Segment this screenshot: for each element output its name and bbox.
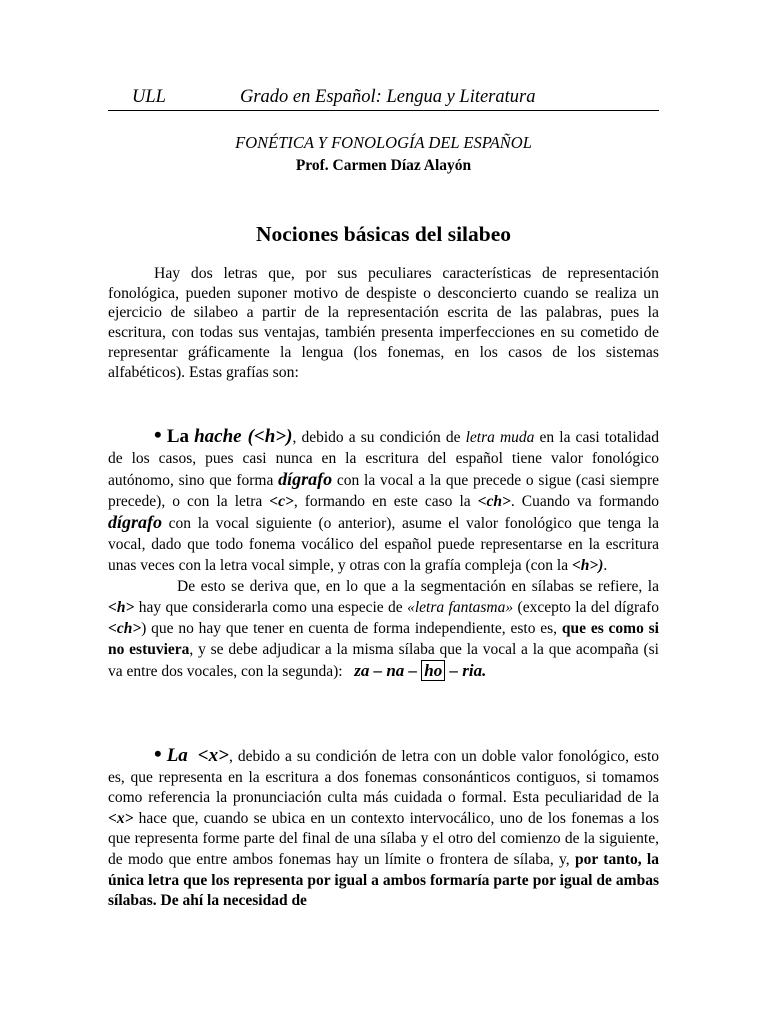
example-word — [354, 660, 486, 681]
derive-text: hay que considerarla como una especie de — [134, 599, 408, 616]
derive-text: (excepto la del dígrafo — [513, 599, 659, 616]
hache-h: <h>) — [571, 557, 604, 574]
hache-text: con la vocal siguiente (o anterior), asume el valor fonológico que tenga la vocal, dado que todo fonema vocálico del español puede representarse en la escritura unas veces con la letra vocal simple, y otras con la grafía compleja (con la — [108, 515, 659, 574]
hache-text: , formando en este caso la — [293, 493, 478, 510]
intro-text: Hay dos letras que, por sus peculiares características de representación fonológica, pueden suponer motivo de despiste o desconcierto cuando se realiza un ejercicio de silabeo a partir de la representación escrita de las palabras, pues la escritura, con todas sus ventajas, también presenta imperfecciones en su cometido de representar gráficamente la lengua (los fonemas, en los casos de los sistemas alfabéticos). Estas grafías son: — [108, 265, 659, 381]
hache-text: , debido a su condición de — [292, 429, 466, 446]
equis-la: La — [166, 745, 188, 766]
hache-text: . Cuando va formando — [510, 493, 659, 510]
hache-ch: <ch> — [477, 493, 511, 510]
hache-digrafo: dígrafo — [108, 512, 162, 532]
derive-ch: <ch> — [108, 620, 142, 637]
derive-fantasma: «letra fantasma» — [407, 599, 514, 616]
hache-la: La — [166, 426, 189, 447]
header-institution: ULL — [132, 87, 166, 107]
course-title: FONÉTICA Y FONOLOGÍA DEL ESPAÑOL — [235, 133, 532, 152]
derive-text: De esto se deriva que, en lo que a la segmentación en sílabas se refiere, la — [177, 578, 659, 595]
section-title: Nociones básicas del silabeo — [255, 222, 512, 246]
hache-text: con la vocal a la que precede o sigue (casi siempre precede), o con la letra — [108, 472, 659, 510]
hache-c: <c> — [269, 493, 294, 510]
professor-name: Prof. Carmen Díaz Alayón — [295, 157, 472, 174]
derive-bold: que es como si no estuviera — [108, 620, 659, 658]
hache-digrafo: dígrafo — [278, 469, 333, 489]
derive-text: , y se debe adjudicar a la misma sílaba que la vocal a la que acompaña (si va entre dos vocales, con la segunda): — [108, 641, 659, 680]
bullet-icon: • — [154, 422, 162, 447]
intro-paragraph — [108, 264, 659, 382]
derive-text: ) que no hay que tener en cuenta de forma independiente, esto es, — [141, 620, 562, 637]
hache-muda: letra muda — [465, 429, 535, 446]
equis-bold: por tanto, la única letra que los representa por igual a ambos formaría parte por igual de ambas sílabas. De ahí la necesidad de — [108, 850, 659, 910]
header-degree: Grado en Español: Lengua y Literatura — [240, 87, 536, 107]
hache-paragraph — [108, 424, 659, 682]
example-boxed-syllable: ho — [421, 660, 445, 681]
bullet-icon: • — [154, 741, 162, 766]
derive-h: <h> — [108, 599, 135, 616]
equis-paragraph — [108, 741, 660, 912]
equis-text: hace que, cuando se ubica en un contexto intervocálico, uno de los fonemas a los que representa forme parte del final de una sílaba y el otro del comienzo de la siguiente, de modo que entre ambos fonemas hay un límite o frontera de sílaba, y, — [108, 809, 659, 868]
equis-x: <x> — [197, 745, 229, 766]
example-part: – ria. — [445, 661, 487, 680]
running-header — [108, 86, 659, 111]
hache-text: . — [603, 557, 608, 574]
example-part: za – na – — [354, 661, 422, 680]
equis-text: , debido a su condición de letra con un doble valor fonológico, esto es, que representa en la escritura a dos fonemas consonánticos contiguos, si tomamos como referencia la pronunciación culta más cuidada o formal. Esta peculiaridad de la — [108, 748, 660, 807]
hache-term: hache (<h>) — [194, 426, 293, 447]
equis-x: <x> — [108, 809, 134, 827]
hache-text: en la casi totalidad de los casos, pues casi nunca en la escritura del español tiene valor fonológico autónomo, sino que forma — [108, 429, 659, 489]
